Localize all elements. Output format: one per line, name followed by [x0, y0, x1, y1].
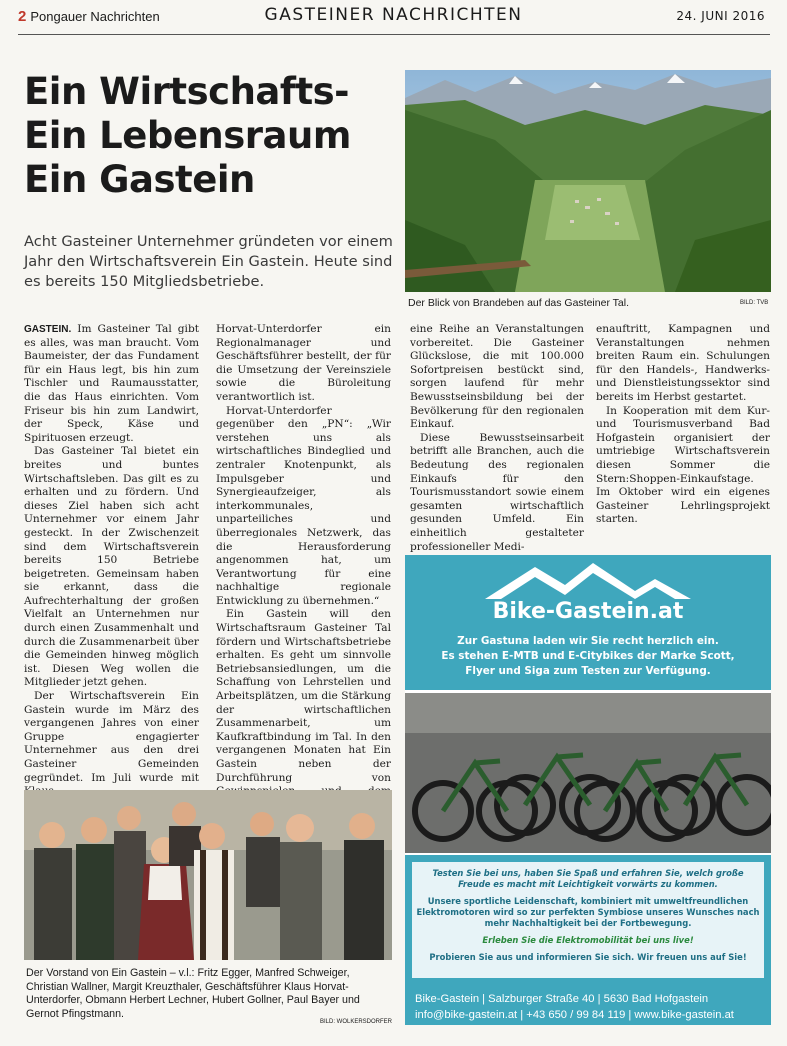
ad-address: Bike-Gastein | Salzburger Straße 40 | 5630 Bad Hofgastein	[415, 993, 709, 1005]
ad-brand-name: Bike-Gastein.at	[492, 599, 684, 624]
lead-paragraph: Acht Gasteiner Unternehmer gründeten vor einem Jahr den Wirtschaftsverein Ein Gastein. Heute sind es bereits 150 Mitgliedsbetriebe.	[24, 233, 393, 290]
page-number: 2	[18, 8, 27, 25]
headline-line-1: Ein Wirtschafts-	[24, 70, 350, 113]
headline-line-3: Ein Gastein	[24, 158, 255, 201]
ad-intro-line-3: Flyer und Siga zum Testen zur Verfügung.	[465, 665, 711, 677]
ad-intro-line-1: Zur Gastuna laden wir Sie recht herzlich ein.	[457, 635, 719, 647]
board-photo-caption: Der Vorstand von Ein Gastein – v.l.: Fritz Egger, Manfred Schweiger, Christian Wallner, Margit Kreuzthaler, Geschäftsführer Klaus Horvat-Unterdorfer, Obmann Herbert Lechner, Hubert Gollner, Paul Bayer und Gernot Pfingstmann.	[26, 967, 360, 1020]
issue-date: 24. JUNI 2016	[676, 9, 765, 23]
bike-gastein-advertisement[interactable]	[405, 555, 771, 1025]
valley-photo	[405, 70, 771, 292]
valley-photo-credit: BILD: TVB	[740, 300, 769, 306]
paragraph: Diese Bewusstseinsarbeit betrifft alle Branchen, auch die Bedeutung des regionalen Einkaufs für den Tourismusstandort sowie einem gesamten wirtschaftlich gesunden Umfeld. Ein einheitlich gestalteter professioneller Medi-	[410, 431, 584, 553]
paragraph: Der Wirtschaftsverein Ein Gastein wurde im März des vergangenen Jahres von einer Gruppe engagierter Unternehmer aus den drei Gasteiner Gemeinden gegründet. Im Juli wurde mit	[24, 690, 199, 784]
ad-contact-details[interactable]: info@bike-gastein.at | +43 650 / 99 84 119 | www.bike-gastein.at	[415, 1009, 734, 1021]
ad-invitation-text: Testen Sie bei uns, haben Sie Spaß und erfahren Sie, welch große Freude es macht mit Leichtigkeit vorwärts zu kommen.	[432, 868, 744, 889]
header-rule	[18, 34, 770, 35]
ad-emphasis-text: Erleben Sie die Elektromobilität bei uns live!	[482, 935, 694, 945]
headline-line-2: Ein Lebensraum	[24, 114, 351, 157]
ad-closing-text: Probieren Sie aus und informieren Sie sich. Wir freuen uns auf Sie!	[429, 952, 747, 962]
article-column-4	[596, 323, 770, 527]
ad-text-box	[412, 862, 764, 978]
publication-name: Pongauer Nachrichten	[30, 9, 160, 24]
paragraph: Ein Gastein will den Wirtschaftsraum Gasteiner Tal fördern und Wirtschaftsbetriebe erhalten. Es geht um sinnvolle Betriebsansiedlungen, um die Schaffung von Lehrstellen und Arbeitsplätzen, um die Stärkung der wirtschaftlichen Zusammenarbeit, um Kaufkraftbindung im Tal. In den vergangenen Monaten hat Ein Gastein neben der Durchführung von	[216, 608, 391, 784]
paragraph: GASTEIN. Im Gasteiner Tal gibt es alles, was man braucht. Vom Baumeister, der das Fundament für ein Haus legt, bis hin zum Tischler und Raumausstatter, die das Haus einrichten. Vom Friseur bis hin zum Landwirt, der Speck, Käse und Spirituosen erzeugt.	[24, 323, 199, 444]
paragraph: Das Gasteiner Tal bietet ein breites und buntes Wirtschaftsleben. Das gilt es zu erhalten und zu fördern. Und dieses Ziel haben sich acht Unternehmer vor einem Jahr gesteckt. In der Zwischenzeit sind dem Wirtschaftsverein bereits 150 Betriebe beigetreten. Gemeinsam haben sie erkannt, dass die Aufrechterhaltung der großen Vielfalt an Unternehmen nur durch einen Zusammenhalt und durch die Zusammenarbeit über die Gemeinden hinweg möglich ist. Diesen Weg wollen die Mitglieder jetzt gehen.	[24, 445, 199, 689]
paragraph: enauftritt, Kampagnen und Veranstaltungen nehmen breiten Raum ein. Schulungen für den Handels-, Handwerks- und Dienstleistungssektor sind bereits im Herbst gestartet.	[596, 323, 770, 403]
ad-intro-line-2: Es stehen E-MTB und E-Citybikes der Marke Scott,	[441, 650, 735, 662]
mountain-logo-icon	[485, 561, 691, 601]
dateline: GASTEIN.	[24, 324, 72, 335]
paragraph: In Kooperation mit dem Kur- und Tourismusverband Bad Hofgastein organisiert der umtriebige Wirtschaftsverein diesen Sommer die Stern:Shoppen-Einkaufstage. Im Oktober wird ein eigenes Gasteiner Lehrlingsprojekt starten.	[596, 404, 770, 526]
paragraph: eine Reihe an Veranstaltungen vorbereitet. Die Gasteiner Glückslose, die mit 100.000 Sofortpreisen bestückt sind, sorgen laufend für mehr Bewusstseinsbildung bei der Bevölkerung für den regionalen Einkauf.	[410, 323, 584, 431]
article-column-3	[410, 323, 584, 554]
paragraph: Horvat-Unterdorfer gegenüber den „PN“: „Wir verstehen uns als wirtschaftliches Bindeglied und zentraler Knotenpunkt, als Impulsgeber und Synergieaufzeiger, als interkommunales, unparteiliches und überregionales Netzwerk, das die Herausforderung angenommen hat, um Verantwortung für eine nachhaltige regionale Entwicklung zu übernehmen.“	[216, 404, 391, 607]
ad-footer-panel	[405, 855, 771, 1025]
paragraph: Horvat-Unterdorfer ein Regionalmanager und Geschäftsführer bestellt, der für die Umsetzung der Vereinsziele sowie die Büroleitung verantwortlich ist.	[216, 323, 391, 403]
ad-body-text: Unsere sportliche Leidenschaft, kombiniert mit umweltfreundlichen Elektromotoren wird so zur perfekten Symbiose unseres Wunsches nach mehr Nachhaltigkeit bei der Fortbewegung.	[416, 896, 760, 928]
article-column-2	[216, 323, 391, 812]
section-title: GASTEINER NACHRICHTEN	[264, 5, 523, 25]
board-group-photo	[24, 790, 392, 960]
valley-photo-caption: Der Blick von Brandeben auf das Gasteiner Tal.	[408, 297, 630, 309]
ad-header-panel	[405, 555, 771, 690]
ebike-photo	[405, 693, 771, 853]
article-column-1	[24, 323, 199, 799]
board-photo-credit: BILD: WOLKERSDORFER	[320, 1019, 393, 1025]
headline	[24, 70, 404, 202]
